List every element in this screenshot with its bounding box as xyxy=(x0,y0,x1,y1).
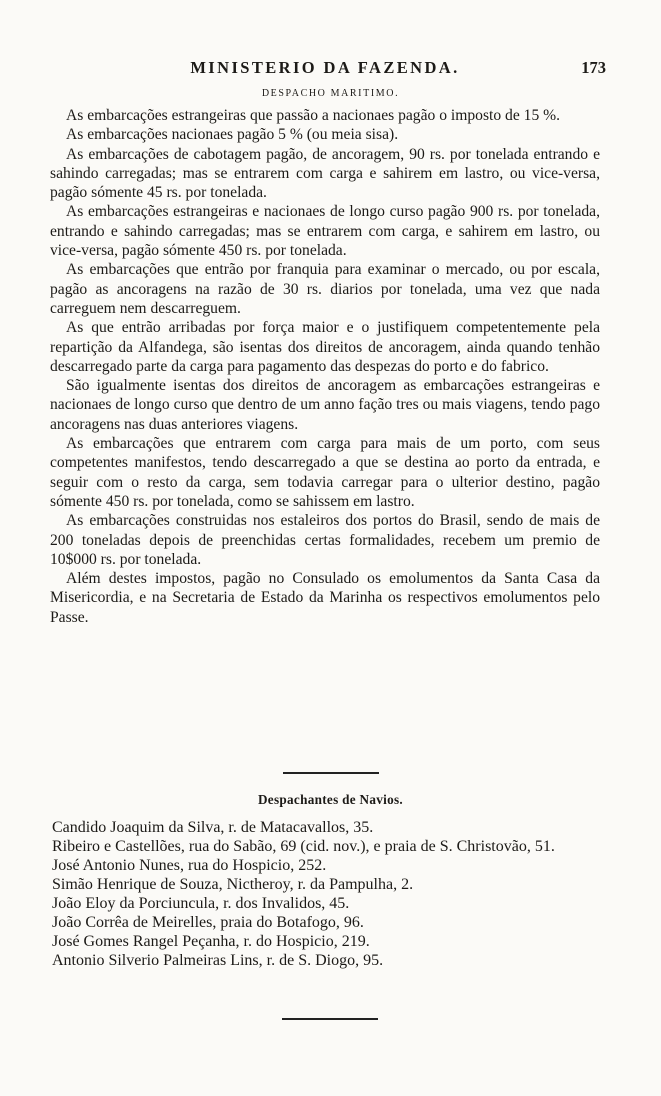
list-item: Antonio Silverio Palmeiras Lins, r. de S. Diogo, 95. xyxy=(52,952,384,969)
list-item: João Eloy da Porciuncula, r. dos Invalidos, 45. xyxy=(52,895,350,912)
paragraph: As embarcações estrangeiras e nacionaes de longo curso pagão 900 rs. por tonelada, entrando e sahindo carregadas; mas se entrarem com carga, e sahirem em lastro, ou vice-versa, pagão sómente 450 rs. por tonelada. xyxy=(50,203,600,260)
running-title: MINISTERIO DA FAZENDA. xyxy=(190,58,460,77)
body-text xyxy=(50,106,600,627)
paragraph: As embarcações que entrão por franquia para examinar o mercado, ou por escala, pagão as ancoragens na razão de 30 rs. diarios por tonelada, uma vez que nada carreguem nem descarreguem. xyxy=(50,261,600,317)
paragraph: As que entrão arribadas por força maior e o justifiquem competentemente pela repartição da Alfandega, são isentas dos direitos de ancoragem, ainda quando tenhão descarregado parte da carga para pagamento das despezas do porto e do fabrico. xyxy=(50,319,600,375)
section-divider xyxy=(283,772,379,774)
list-item: Ribeiro e Castellões, rua do Sabão, 69 (cid. nov.), e praia de S. Christovão, 51. xyxy=(52,838,555,855)
dispatchers-list xyxy=(52,818,604,970)
paragraph: As embarcações construidas nos estaleiros dos portos do Brasil, sendo de mais de 200 toneladas depois de preenchidas certas formalidades, recebem um premio de 10$000 rs. por tonelada. xyxy=(50,512,600,568)
page-header xyxy=(50,58,606,82)
page-number: 173 xyxy=(581,58,606,77)
paragraph: As embarcações de cabotagem pagão, de ancoragem, 90 rs. por tonelada entrando e sahindo carregadas; mas se entrarem com carga e sahirem em lastro, ou vice-versa, pagão sómente 45 rs. por tonelada. xyxy=(50,145,600,202)
list-item: João Corrêa de Meirelles, praia do Botafogo, 96. xyxy=(52,914,364,931)
paragraph: As embarcações que entrarem com carga para mais de um porto, com seus competentes manifestos, tendo descarregado a que se destina ao porto da entrada, e seguir com o resto da carga, sem todavia carregar para o ulterior destino, pagão sómente 450 rs. por tonelada, como se sahissem em lastro. xyxy=(50,435,600,510)
paragraph: Além destes impostos, pagão no Consulado os emolumentos da Santa Casa da Misericordia, e na Secretaria de Estado da Marinha os respectivos emolumentos pelo Passe. xyxy=(50,570,600,626)
list-item: José Antonio Nunes, rua do Hospicio, 252. xyxy=(52,857,327,874)
paragraph: São igualmente isentas dos direitos de ancoragem as embarcações estrangeiras e nacionaes de longo curso que dentro de um anno fação tres ou mais viagens, tendo pago ancoragens nas duas anteriores viagens. xyxy=(50,377,600,433)
list-item: José Gomes Rangel Peçanha, r. do Hospicio, 219. xyxy=(52,933,370,950)
end-divider xyxy=(282,1018,378,1020)
paragraph: As embarcações nacionaes pagão 5 % (ou meia sisa). xyxy=(66,126,399,144)
list-item: Simão Henrique de Souza, Nictheroy, r. da Pampulha, 2. xyxy=(52,876,414,893)
list-item: Candido Joaquim da Silva, r. de Matacavallos, 35. xyxy=(52,819,374,836)
section-title: DESPACHO MARITIMO. xyxy=(261,88,400,99)
paragraph: As embarcações estrangeiras que passão a nacionaes pagão o imposto de 15 %. xyxy=(66,107,561,124)
dispatchers-heading: Despachantes de Navios. xyxy=(257,792,403,807)
